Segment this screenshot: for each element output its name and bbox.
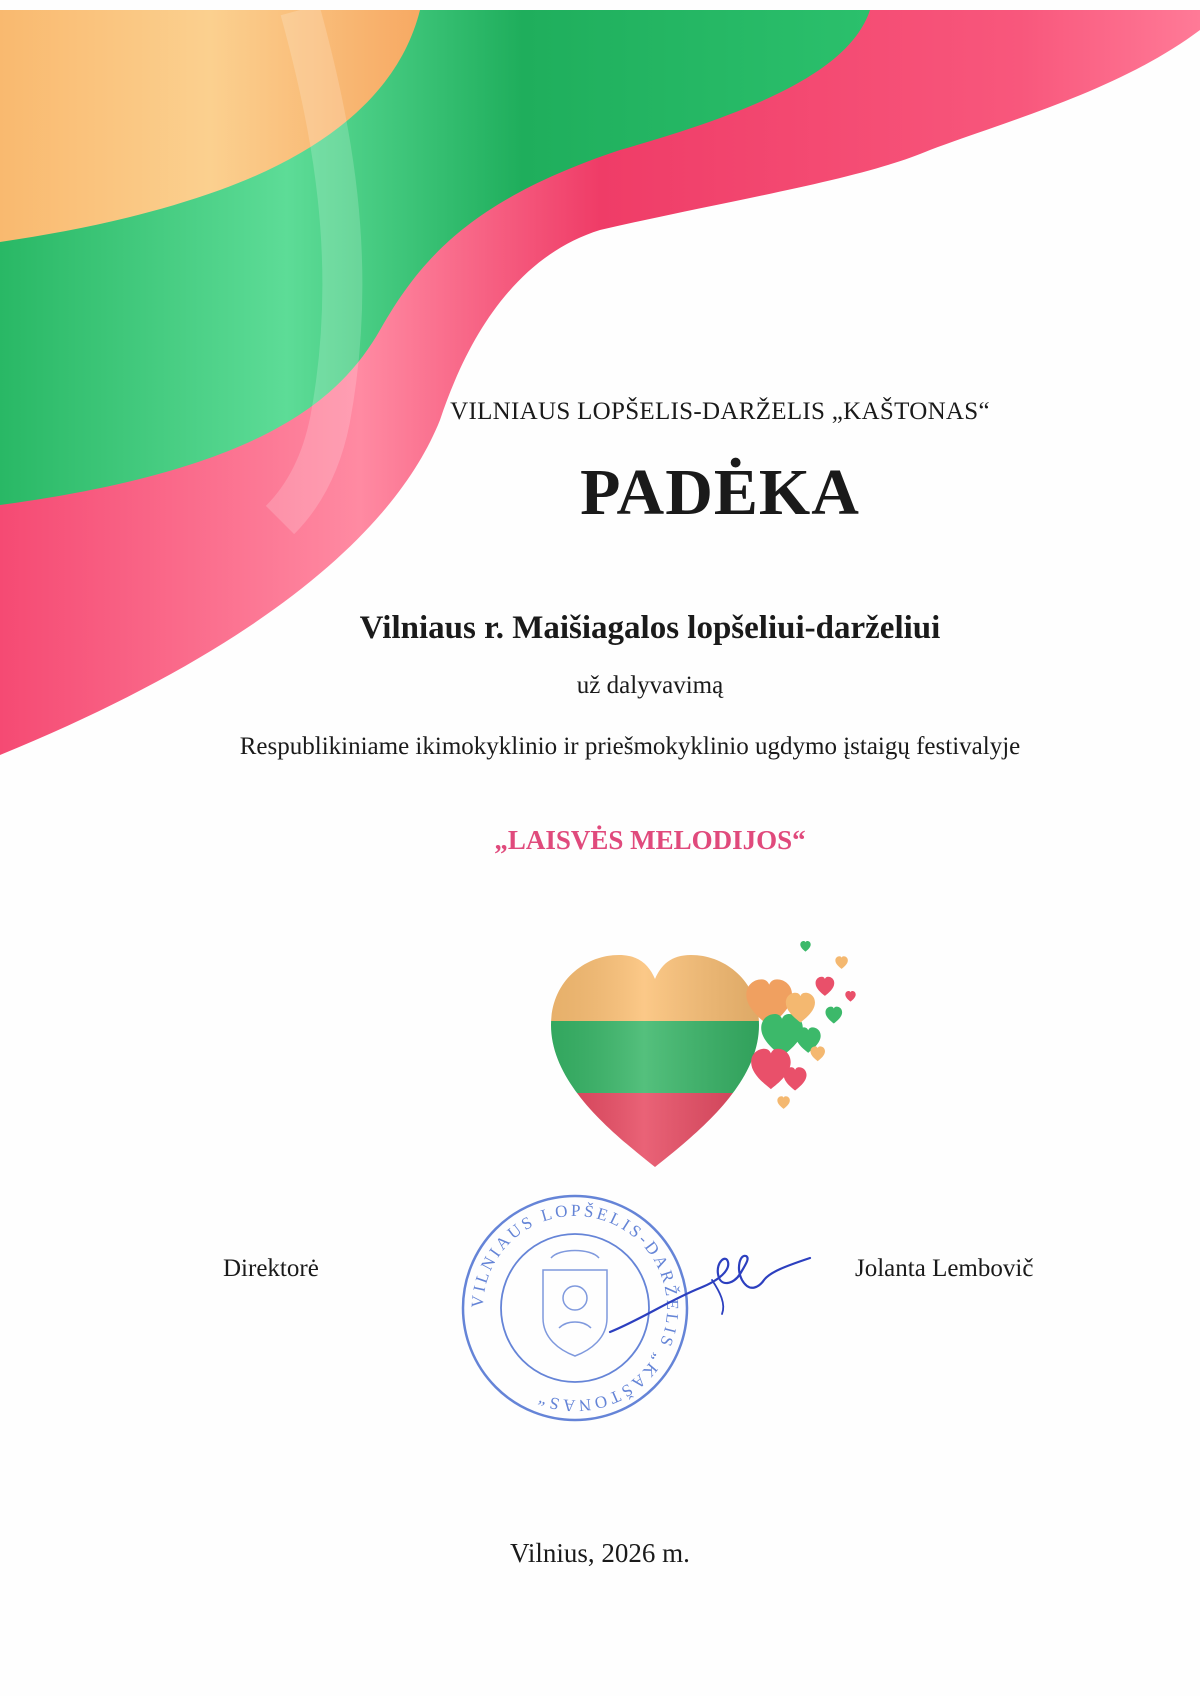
recipient-name: Vilniaus r. Maišiagalos lopšeliui-darželiui xyxy=(359,610,941,646)
tricolor-heart-illustration xyxy=(545,935,865,1180)
document-title: PADĖKA xyxy=(580,456,860,529)
place-and-date: Vilnius, 2026 m. xyxy=(510,1538,690,1568)
handwritten-signature xyxy=(600,1240,820,1350)
organization-name: VILNIAUS LOPŠELIS-DARŽELIS „KAŠTONAS“ xyxy=(450,398,990,425)
small-hearts-icon xyxy=(746,941,855,1109)
heart-icon xyxy=(545,935,765,1180)
festival-name: „LAISVĖS MELODIJOS“ xyxy=(494,825,806,855)
event-description: Respublikiniame ikimokyklinio ir priešmokyklinio ugdymo įstaigų festivalyje xyxy=(239,733,1021,760)
award-reason: už dalyvavimą xyxy=(576,672,724,699)
svg-text:VILNIAUS LOPŠELIS-DARŽELIS „KA: VILNIAUS LOPŠELIS-DARŽELIS „KAŠTONAS“ xyxy=(467,1200,683,1416)
signer-name: Jolanta Lembovič xyxy=(855,1255,1034,1282)
coat-of-arms-icon xyxy=(543,1251,607,1357)
signer-role: Direktorė xyxy=(223,1255,319,1282)
